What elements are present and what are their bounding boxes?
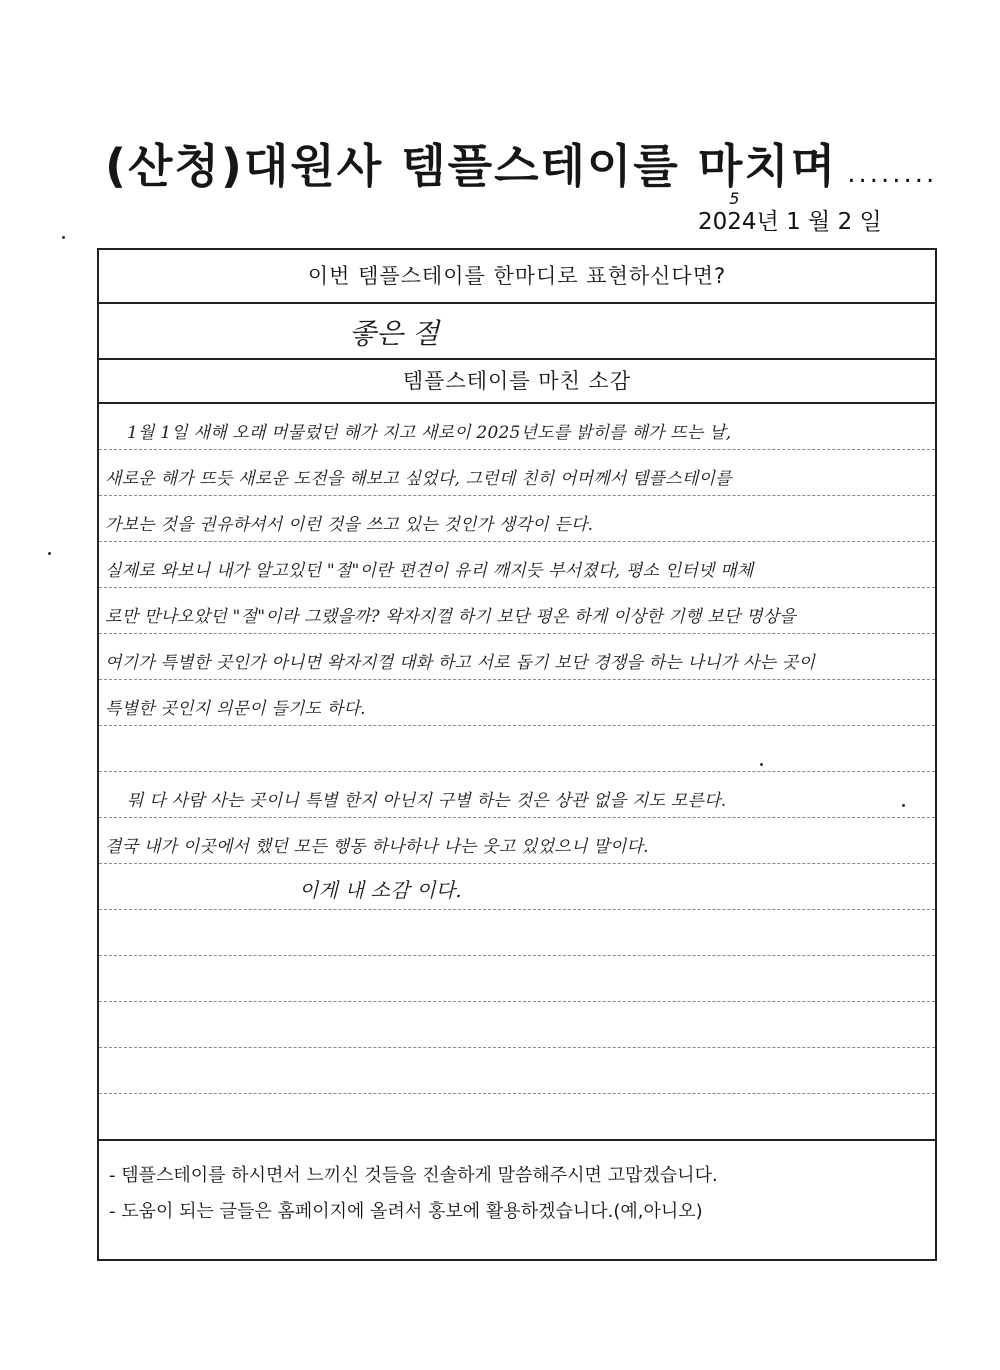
handwritten-lines: [99, 404, 935, 1140]
date-month: 1: [786, 209, 801, 235]
page-title: [105, 130, 937, 196]
ruled-line: [99, 1048, 935, 1094]
scan-speck: [62, 236, 65, 239]
handwritten-text: 뭐 다 사람 사는 곳이니 특별 한지 아닌지 구별 하는 것은 상관 없을 지도 모른다.: [127, 791, 727, 811]
ruled-line: [99, 496, 935, 542]
handwritten-text: 새로운 해가 뜨듯 새로운 도전을 해보고 싶었다, 그런데 친히 어머께서 템플스테이를: [105, 469, 732, 489]
title-text: (산청)대원사 템플스테이를 마치며: [105, 139, 838, 193]
ruled-line: [99, 542, 935, 588]
ruled-line: [99, 818, 935, 864]
date-year-correction: 5: [729, 189, 740, 208]
handwritten-text: 1월 1일 새해 오래 머물렀던 해가 지고 새로이 2025년도를 밝히를 해가 뜨는 날,: [127, 423, 732, 443]
question-answer: 좋은 절: [349, 317, 440, 350]
question-header: 이번 템플스테이를 한마디로 표현하신다면?: [99, 250, 935, 304]
date-year-digit: 24 5: [727, 189, 757, 235]
date-year-unit: 년: [756, 209, 779, 235]
ruled-line: [99, 1094, 935, 1140]
section-header: 템플스테이를 마친 소감: [99, 358, 935, 404]
title-dots: ........: [847, 159, 938, 189]
date: [698, 189, 882, 236]
footer-note: - 도움이 되는 글들은 홈페이지에 올려서 홍보에 활용하겠습니다.(예,아니오): [109, 1201, 703, 1222]
handwritten-text: 이게 내 소감 이다.: [299, 878, 462, 902]
ruled-line: [99, 864, 935, 910]
ruled-line: [99, 404, 935, 450]
ruled-line: [99, 772, 935, 818]
date-day-unit: 일: [859, 209, 882, 235]
date-month-unit: 월: [808, 209, 831, 235]
ruled-line: [99, 1002, 935, 1048]
reflection-form: [97, 248, 937, 1261]
date-day: 2: [837, 209, 853, 235]
handwritten-text: 실제로 와보니 내가 알고있던 "절"이란 편견이 유리 깨지듯 부서졌다, 평소 인터넷 매체: [105, 561, 754, 581]
ruled-line: [99, 726, 935, 772]
handwritten-text: 가보는 것을 권유하셔서 이런 것을 쓰고 있는 것인가 생각이 든다.: [105, 515, 594, 535]
scan-speck: [48, 552, 51, 555]
question-answer-row: [99, 302, 935, 359]
footer-note: - 템플스테이를 하시면서 느끼신 것들을 진솔하게 말씀해주시면 고맙겠습니다.: [109, 1165, 718, 1186]
handwritten-text: 여기가 특별한 곳인가 아니면 왁자지껄 대화 하고 서로 돕기 보단 경쟁을 하는 나니가 사는 곳이: [105, 653, 816, 673]
ruled-line: [99, 680, 935, 726]
form-footer: [99, 1139, 935, 1259]
ruled-line: [99, 634, 935, 680]
ruled-line: [99, 450, 935, 496]
handwritten-text: 로만 만나오았던 "절"이라 그랬을까? 왁자지껄 하기 보단 평온 하게 이상한 기행 보단 명상을: [105, 607, 796, 627]
handwritten-text: 결국 내가 이곳에서 했던 모든 행동 하나하나 나는 웃고 있었으니 말이다.: [105, 837, 649, 857]
ruled-line: [99, 956, 935, 1002]
handwritten-text: 특별한 곳인지 의문이 들기도 하다.: [105, 699, 366, 719]
ruled-line: [99, 588, 935, 634]
ruled-line: [99, 910, 935, 956]
date-year-prefix: 20: [698, 209, 728, 235]
